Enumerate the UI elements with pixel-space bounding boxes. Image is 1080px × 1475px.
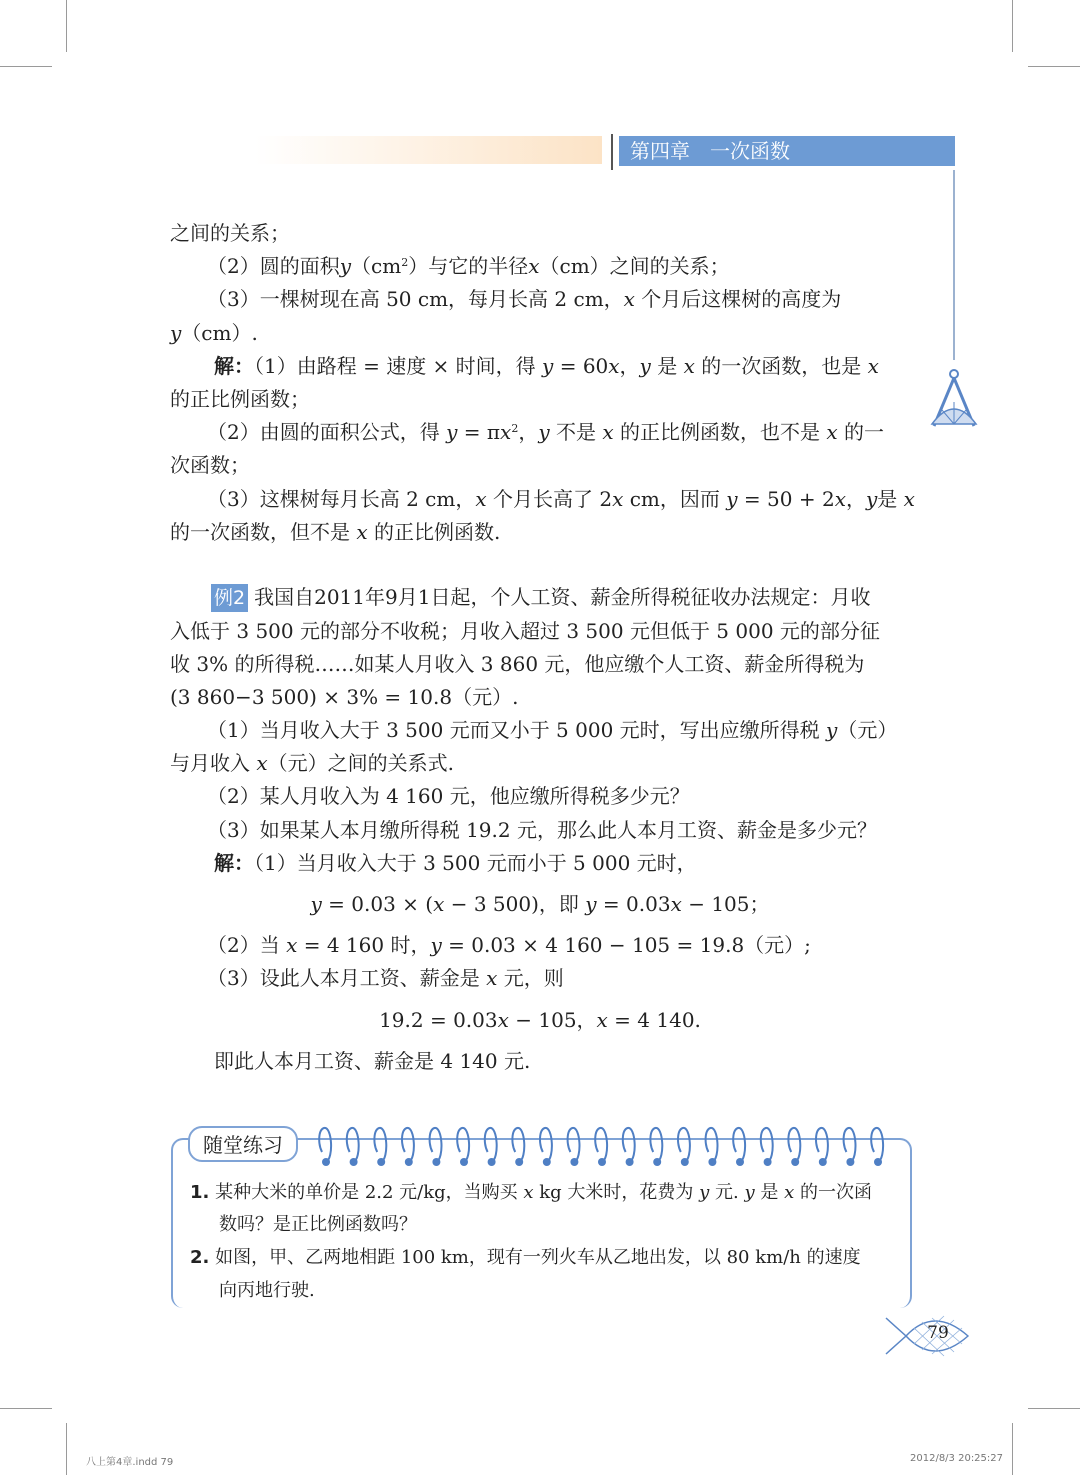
spiral-ring-hole [405,1158,413,1166]
spiral-ring [733,1128,745,1162]
footer-filename: 八上第4章.indd 79 [86,1457,174,1468]
conclusion-line: 即此人本月工资、薪金是 4 140 元. [214,1049,531,1073]
text-line: 与月收入 x（元）之间的关系式. [170,751,454,775]
spiral-ring-hole [322,1158,330,1166]
spiral-ring-hole [488,1158,496,1166]
spiral-ring [512,1128,524,1162]
text-line: （2）圆的面积$y(cm^2)$与它的半径x（cm）之间的关系； [207,254,730,278]
spiral-ring [319,1128,331,1162]
spiral-rings-icon [310,1122,900,1170]
text-line: 入低于 3 500 元的部分不收税；月收入超过 3 500 元但低于 5 000 元的部分征 [170,619,880,643]
spiral-ring [816,1128,828,1162]
spiral-ring [844,1128,856,1162]
footer-timestamp: 2012/8/3 20:25:27 [910,1453,1004,1464]
question-line: （2）某人月收入为 4 160 元，他应缴所得税多少元？ [207,784,690,808]
practice-title: 随堂练习 [188,1126,298,1162]
spiral-ring [347,1128,359,1162]
formula-line: y = 0.03 × (x − 3 500)，即 y = 0.03x − 105； [310,892,770,916]
formula-line: 19.2 = 0.03x − 105，x = 4 140. [379,1008,701,1032]
spiral-ring-hole [764,1158,772,1166]
header-gradient [255,136,602,164]
crop-mark [1012,1423,1013,1475]
page-number: 79 [927,1323,949,1343]
spiral-ring [706,1128,718,1162]
spiral-ring-hole [874,1158,882,1166]
exercise-item: 2. 如图，甲、乙两地相距 100 km，现有一列火车从乙地出发，以 80 km/h 的速度 [190,1247,861,1268]
exercise-item: 1. 某种大米的单价是 2.2 元/kg，当购买 x kg 大米时，花费为 y 元. y 是 x 的一次函 [190,1182,873,1203]
spiral-ring [678,1128,690,1162]
text-line: y（cm）. [170,321,258,345]
spiral-ring-hole [515,1158,523,1166]
spiral-ring [374,1128,386,1162]
crop-mark [66,0,67,52]
spiral-ring-hole [846,1158,854,1166]
spiral-ring-hole [543,1158,551,1166]
text-line: （2）由圆的面积公式，得 $y = \pi x^2$，y 不是 x 的正比例函数，也不是 x 的一 [207,420,884,444]
text-line: 之间的关系； [170,221,290,245]
solution-line: （3）设此人本月工资、薪金是 x 元，则 [207,966,564,990]
chapter-title: 第四章 一次函数 [619,136,955,166]
spiral-ring-hole [681,1158,689,1166]
spiral-ring-hole [626,1158,634,1166]
spiral-ring [623,1128,635,1162]
crop-mark [1028,66,1080,67]
spiral-ring-hole [570,1158,578,1166]
text-line: 的正比例函数； [170,387,310,411]
compass-icon [926,366,982,432]
spiral-ring [430,1128,442,1162]
crop-mark [0,66,52,67]
spiral-ring [457,1128,469,1162]
spiral-ring [595,1128,607,1162]
margin-line [953,170,955,360]
crop-mark [66,1423,67,1475]
spiral-ring-hole [708,1158,716,1166]
spiral-ring-hole [432,1158,440,1166]
spiral-ring [650,1128,662,1162]
text-line: （3）这棵树每月长高 2 cm，x 个月长高了 2x cm，因而 y = 50 + 2x，y是 x [207,487,915,511]
spiral-ring-hole [598,1158,606,1166]
spiral-ring [788,1128,800,1162]
spiral-ring-hole [350,1158,358,1166]
crop-mark [1028,1408,1080,1409]
spiral-ring-hole [736,1158,744,1166]
text-line: 的一次函数，但不是 x 的正比例函数. [170,520,501,544]
spiral-ring [761,1128,773,1162]
spiral-ring-hole [653,1158,661,1166]
exercise-item-cont: 向丙地行驶. [219,1280,315,1301]
solution-line: 解：（1）当月收入大于 3 500 元而小于 5 000 元时， [214,851,697,875]
spiral-ring-hole [377,1158,385,1166]
question-line: （1）当月收入大于 3 500 元而又小于 5 000 元时，写出应缴所得税 y（元） [207,718,898,742]
spiral-ring [402,1128,414,1162]
text-line: (3 860−3 500) × 3% = 10.8（元）. [170,685,519,709]
crop-mark [0,1408,52,1409]
exercise-item-cont: 数吗？是正比例函数吗？ [219,1214,417,1235]
spiral-ring [485,1128,497,1162]
spiral-ring [540,1128,552,1162]
header-divider [611,134,613,170]
spiral-ring-hole [819,1158,827,1166]
text-line: 次函数； [170,453,250,477]
solution-line: （2）当 x = 4 160 时，y = 0.03 × 4 160 − 105 = 19.8（元）; [207,933,811,957]
example-line: 例2 我国自2011年9月1日起，个人工资、薪金所得税征收办法规定：月收 [211,582,870,612]
question-line: （3）如果某人本月缴所得税 19.2 元，那么此人本月工资、薪金是多少元？ [207,818,877,842]
spiral-ring-hole [791,1158,799,1166]
spiral-ring [871,1128,883,1162]
crop-mark [1012,0,1013,52]
text-line: （3）一棵树现在高 50 cm，每月长高 2 cm，x 个月后这棵树的高度为 [207,287,842,311]
spiral-ring [568,1128,580,1162]
spiral-ring-hole [460,1158,468,1166]
text-line: 收 3% 的所得税……如某人月收入 3 860 元，他应缴个人工资、薪金所得税为 [170,652,865,676]
example-badge: 例2 [211,584,248,612]
solution-line: 解：（1）由路程 = 速度 × 时间，得 y = 60x，y 是 x 的一次函数，也是 x [214,354,879,378]
